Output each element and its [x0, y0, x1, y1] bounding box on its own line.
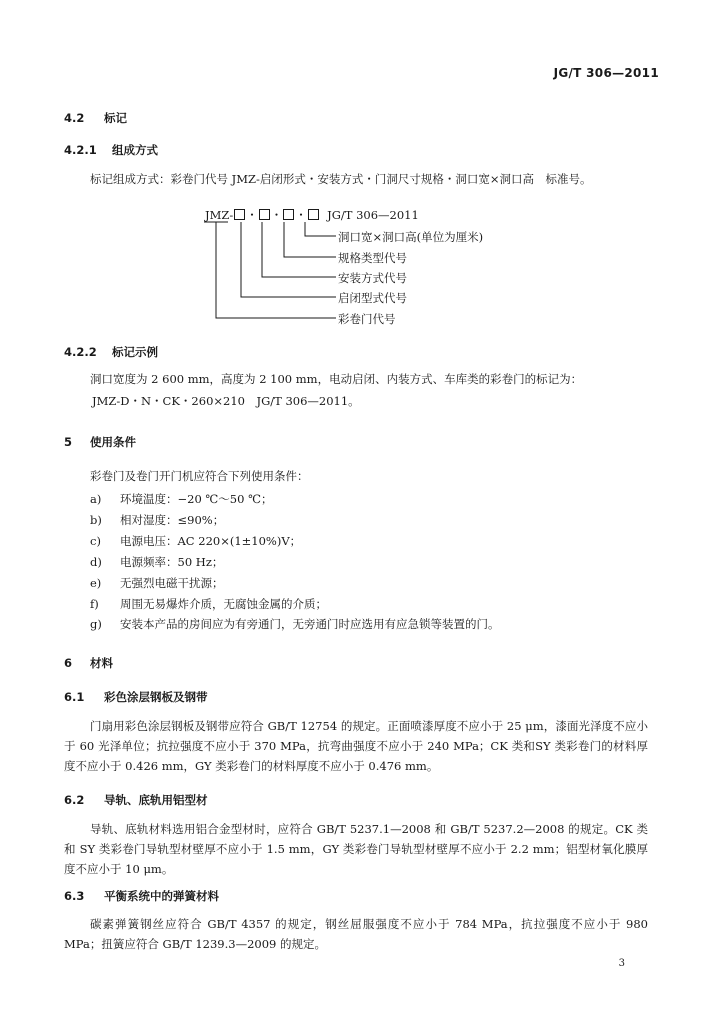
leader-line: [305, 222, 336, 236]
section-number: 6.1: [64, 690, 85, 704]
header-standard-code: JG/T 306—2011: [553, 66, 659, 80]
section-title: 导轨、底轨用铝型材: [104, 793, 208, 807]
section-6-3-heading: [64, 888, 219, 904]
list-item-label: d): [90, 555, 102, 569]
section-title: 平衡系统中的弹簧材料: [104, 889, 219, 903]
section-title: 标记示例: [112, 345, 158, 359]
section-title: 使用条件: [90, 435, 136, 449]
list-item-label: g): [90, 617, 102, 631]
marking-code: JMZ- ・ ・ ・ JG/T 306—2011: [205, 208, 419, 222]
marking-diagram-lines: [0, 0, 701, 340]
leader-line: [262, 222, 336, 277]
section-6-1-heading: [64, 689, 208, 705]
section-number: 4.2.1: [64, 143, 97, 157]
list-item-label: c): [90, 534, 101, 548]
list-item-text: 电源电压：AC 220×(1±10%)V；: [120, 534, 302, 548]
section-title: 组成方式: [112, 143, 158, 157]
leader-line: [241, 222, 336, 297]
section-5-heading: [64, 434, 136, 450]
list-item-label: a): [90, 492, 102, 506]
paragraph-4-2-1: 标记组成方式：彩卷门代号 JMZ-启闭形式・安装方式・门洞尺寸规格・洞口宽×洞口高 标准号。: [90, 172, 592, 186]
list-item-label: b): [90, 513, 102, 527]
section-number: 6.2: [64, 793, 85, 807]
list-item-text: 相对湿度：≤90%；: [120, 513, 225, 527]
section-title: 彩色涂层钢板及钢带: [104, 690, 208, 704]
example-text-2: JMZ-D・N・CK・260×210 JG/T 306—2011。: [92, 394, 360, 408]
diagram-label-operation: 启闭型式代号: [338, 291, 407, 305]
section-number: 6: [64, 656, 73, 670]
section-number: 6.3: [64, 889, 85, 903]
list-item-text: 无强烈电磁干扰源；: [120, 576, 224, 590]
usage-intro: 彩卷门及卷门开门机应符合下列使用条件：: [90, 469, 309, 483]
list-item: [90, 491, 272, 507]
list-item: [90, 533, 301, 549]
paragraph-6-2: 导轨、底轨材料选用铝合金型材时，应符合 GB/T 5237.1—2008 和 GB/T 5237.2—2008 的规定。CK 类和 SY 类彩卷门导轨型材壁厚不应小于 1.5 mm，GY 类彩卷门导轨型材壁厚不应小于 2.2 mm；铝型材氧化膜厚度不应小于 10 μm。: [64, 822, 648, 876]
list-item: [90, 575, 224, 591]
list-item-text: 周围无易爆炸介质，无腐蚀金属的介质；: [120, 597, 327, 611]
paragraph-6-1: 门扇用彩色涂层钢板及钢带应符合 GB/T 12754 的规定。正面喷漆厚度不应小于 25 μm，漆面光泽度不应小于 60 光泽单位；抗拉强度不应小于 370 MPa，抗弯曲强度不应小于 240 MPa；CK 类和SY 类彩卷门的材料厚度不应小于 0.426 mm，GY 类彩卷门的材料厚度不应小于 0.476 mm。: [64, 719, 648, 773]
section-6-heading: [64, 655, 113, 671]
list-item: [90, 616, 500, 632]
paragraph-6-3: 碳素弹簧钢丝应符合 GB/T 4357 的规定，钢丝屈服强度不应小于 784 MPa，抗拉强度不应小于 980 MPa；扭簧应符合 GB/T 1239.3—2009 的规定。: [64, 917, 648, 951]
diagram-label-install: 安装方式代号: [338, 271, 407, 285]
diagram-label-spec: 规格类型代号: [338, 251, 407, 265]
page-number: 3: [618, 958, 625, 969]
leader-line: [284, 222, 336, 257]
section-title: 标记: [104, 111, 127, 125]
list-item: [90, 512, 224, 528]
section-6-2-heading: [64, 792, 208, 808]
list-item-text: 电源频率：50 Hz；: [120, 555, 224, 569]
list-item-label: f): [90, 597, 99, 611]
example-text-1: 洞口宽度为 2 600 mm，高度为 2 100 mm，电动启闭、内装方式、车库类的彩卷门的标记为：: [90, 372, 583, 386]
code-standard: JG/T 306—2011: [327, 208, 419, 222]
list-item: [90, 554, 223, 570]
list-item-label: e): [90, 576, 102, 590]
section-number: 4.2: [64, 111, 85, 125]
diagram-label-size: 洞口宽×洞口高(单位为厘米): [338, 230, 484, 244]
list-item-text: 环境温度：−20 ℃～50 ℃；: [120, 492, 273, 506]
section-4-2-2-heading: [64, 344, 158, 360]
list-item: [90, 596, 327, 612]
section-number: 4.2.2: [64, 345, 97, 359]
section-number: 5: [64, 435, 73, 449]
section-title: 材料: [90, 656, 113, 670]
diagram-label-door-code: 彩卷门代号: [338, 312, 396, 326]
list-item-text: 安装本产品的房间应为有旁通门，无旁通门时应选用有应急锁等装置的门。: [120, 617, 500, 631]
code-prefix: JMZ-: [205, 208, 234, 222]
